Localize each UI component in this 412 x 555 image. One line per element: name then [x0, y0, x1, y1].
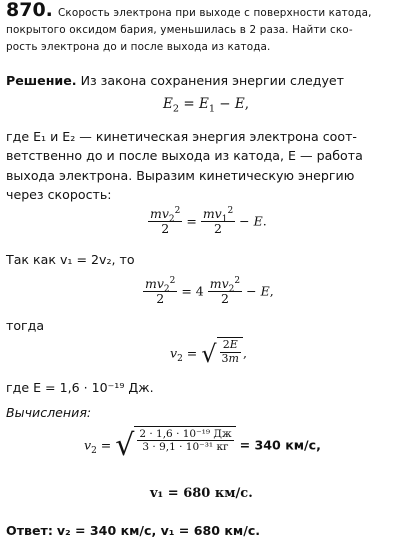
calc-numerator: 2 · 1,6 · 10⁻¹⁹ Дж	[139, 428, 232, 440]
where-line-4: через скорость:	[6, 187, 112, 202]
problem-text-line-2: покрытого оксидом бария, уменьшилась в 2 раза. Найти ско-	[6, 24, 353, 36]
answer-line	[6, 523, 260, 538]
calculations-label: Вычисления:	[6, 405, 92, 420]
answer-label: Ответ:	[6, 523, 53, 538]
where-e-line: где E = 1,6 · 10⁻¹⁹ Дж.	[6, 380, 154, 395]
then-line: тогда	[6, 318, 45, 333]
v1-result: v₁ = 680 км/с.	[150, 486, 253, 501]
problem-text-line-1: Скорость электрона при выходе с поверхности катода,	[58, 7, 372, 19]
calc-denominator: 3 · 9,1 · 10⁻³¹ кг	[142, 441, 229, 454]
formula-v2-calculation: $v_2$ = √ $\frac{\text{2 · 1,6 · 10⁻¹⁹ Дж}}{\text{3 · 9,1 · 10⁻³¹ кг}}$ = 340 км/с,	[84, 426, 321, 466]
problem-text-line-3: рость электрона до и после выхода из катода.	[6, 41, 271, 53]
since-line: Так как v₁ = 2v₂, то	[6, 252, 135, 267]
problem-header	[6, 0, 53, 21]
problem-number: 870.	[6, 0, 53, 21]
formula-energy-conservation: $E_2 = E_1 - E$,	[163, 96, 250, 115]
where-line-1: где E₁ и E₂ — кинетическая энергия электрона соот-	[6, 129, 357, 144]
where-line-2: ветственно до и после выхода из катода, E — работа	[6, 148, 363, 163]
formula-substitution: $\frac{mv_2^2}{2}$ = 4 $\frac{mv_2^2}{2}$ − E,	[145, 275, 274, 307]
where-line-3: выхода электрона. Выразим кинетическую энергию	[6, 168, 355, 183]
formula-v2-sqrt: $v_2$ = √ $\frac{2E}{3m}$ ,	[170, 337, 247, 371]
answer-text: v₂ = 340 км/с, v₁ = 680 км/с.	[56, 523, 261, 538]
v2-result: = 340 км/с,	[239, 437, 321, 453]
formula-kinetic-energy: $\frac{mv_2^2}{2}$ = $\frac{mv_1^2}{2}$ − E.	[150, 205, 267, 237]
solution-intro-line	[6, 73, 344, 88]
solution-label: Решение.	[6, 73, 77, 88]
solution-intro-text: Из закона сохранения энергии следует	[80, 73, 344, 88]
